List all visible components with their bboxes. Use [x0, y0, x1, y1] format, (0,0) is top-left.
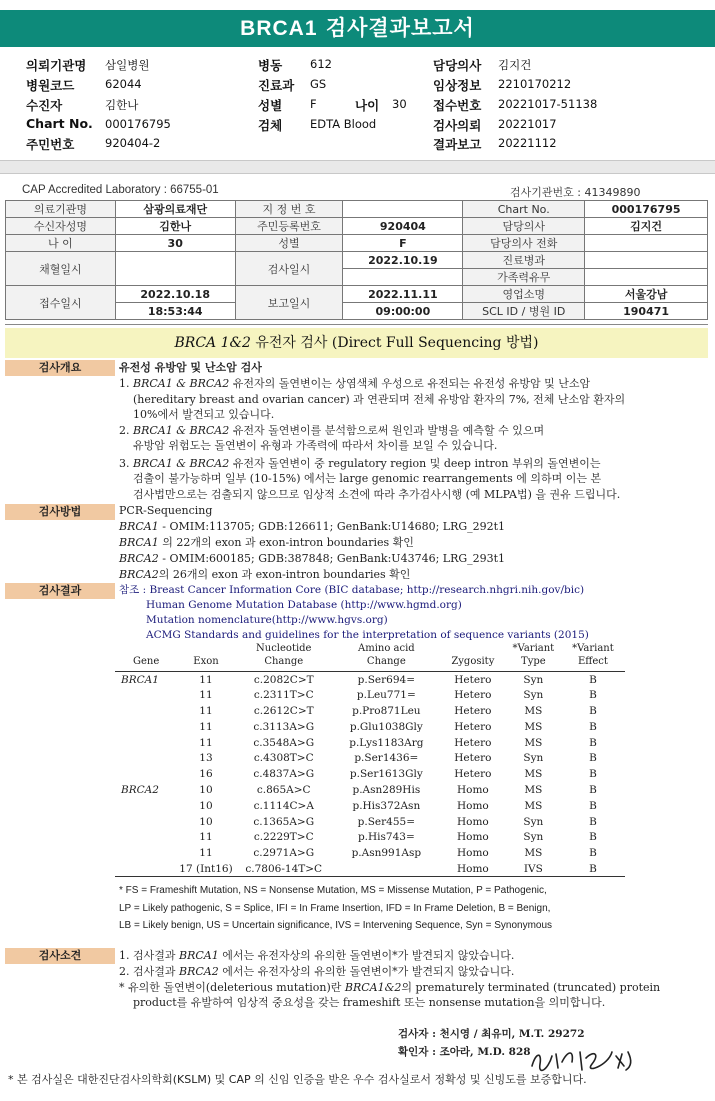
page-title [0, 10, 715, 47]
variant-exon: 11 [199, 847, 213, 860]
variant-type: Syn [523, 752, 544, 765]
summary-info-grid [0, 54, 715, 154]
variant-table-header [115, 642, 625, 672]
receipt-label: 접수번호 [433, 98, 482, 113]
variant-gene [115, 703, 177, 719]
overview-item-3: 3. BRCA1 & BRCA2 유전자 돌연변이 중 regulatory region 및 deep intron 부위의 돌연변이는 [119, 457, 601, 470]
variant-nuc: c.2311T>C [253, 689, 314, 702]
report-title [5, 328, 708, 358]
variant-eff: B [561, 861, 625, 877]
form-value: 2022.10.19 [343, 252, 463, 269]
variant-type: MS [524, 799, 543, 812]
variant-aa: p.Ser694= [357, 673, 415, 686]
form-key: SCL ID / 병원 ID [463, 303, 585, 320]
form-value [343, 201, 463, 218]
ward-value: 612 [310, 57, 332, 71]
method-label: 검사방법 [5, 504, 115, 520]
doctor-label: 담당의사 [433, 58, 482, 73]
form-key: 가족력유무 [463, 269, 585, 286]
variant-gene [115, 814, 177, 830]
table-row [115, 782, 625, 798]
form-key: Chart No. [463, 201, 585, 218]
overview-item-3-line3: 검사법만으로는 검출되지 않으므로 임상적 소견에 따라 추가검사시행 (예 MLPA법) 을 권유 드립니다. [133, 488, 621, 501]
scanned-report [0, 174, 715, 1101]
table-row [115, 687, 625, 703]
variant-exon: 13 [199, 752, 213, 765]
form-key: 담당의사 전화 [463, 235, 585, 252]
form-value: 30 [115, 235, 235, 252]
variant-type: Syn [523, 815, 544, 828]
variant-nuc: c.3113A>G [253, 720, 315, 733]
variant-exon: 17 (Int16) [177, 861, 234, 877]
cap-accreditation: CAP Accredited Laboratory : 66755-01 [22, 184, 219, 196]
variant-nuc: c.2612C>T [253, 704, 314, 717]
form-value: 2022.10.18 [115, 286, 235, 303]
variant-nuc: c.7806-14T>C [235, 861, 333, 877]
specimen-label: 검체 [258, 118, 283, 133]
variant-gene [115, 719, 177, 735]
variant-aa: p.Ser455= [357, 815, 415, 828]
chart-value: 000176795 [105, 117, 171, 131]
variant-type: Syn [523, 831, 544, 844]
page-title-gene: BRCA1 [240, 17, 318, 40]
form-key: 보고일시 [235, 286, 343, 320]
overview-item-3-line2: 검출이 불가능하며 일부 (10-15%) 에서는 large genomic rearrangements 에 의하며 이는 본 [133, 472, 602, 485]
variant-exon: 10 [199, 799, 213, 812]
clinical-value: 2210170212 [498, 77, 572, 91]
variant-exon: 11 [199, 720, 213, 733]
variant-exon: 11 [199, 704, 213, 717]
table-row [115, 766, 625, 782]
certification-note: * 본 검사실은 대한진단검사의학회(KSLM) 및 CAP 의 신임 인증을 받은 우수 검사실로서 정확성 및 신빙도를 보증합니다. [8, 1073, 587, 1086]
report-label: 결과보고 [433, 137, 482, 152]
ssn-label: 주민번호 [26, 137, 75, 152]
variant-zyg: Hetero [454, 689, 492, 702]
form-key: 채혈일시 [6, 252, 116, 286]
form-header-table [5, 200, 708, 320]
report-value: 20221112 [498, 136, 557, 150]
reference-1: 참조 : Breast Cancer Information Core (BIC database; http://research.nhgri.nih.gov/bic) [119, 584, 585, 596]
variant-eff: B [589, 752, 597, 765]
ssn-value: 920404-2 [105, 136, 161, 150]
reference-3: Mutation nomenclature(http://www.hgvs.org) [146, 614, 388, 626]
form-key: 성별 [235, 235, 343, 252]
sex-label: 성별 [258, 98, 283, 113]
age-label: 나이 [355, 98, 380, 113]
form-value: 2022.11.11 [343, 286, 463, 303]
institution-value: 삼일병원 [105, 58, 150, 72]
form-value: 190471 [585, 303, 708, 320]
variant-exon: 11 [199, 673, 213, 686]
opinion-label: 검사소견 [5, 948, 115, 964]
receipt-value: 20221017-51138 [498, 97, 598, 111]
method-line-4: BRCA2의 26개의 exon 과 exon-intron boundaries 확인 [119, 568, 411, 581]
variant-nuc: c.2971A>G [253, 847, 315, 860]
variant-zyg: Hetero [454, 752, 492, 765]
variant-eff: B [589, 799, 597, 812]
variant-eff: B [589, 783, 597, 796]
variant-type: MS [524, 783, 543, 796]
variant-eff: B [589, 704, 597, 717]
form-key: 접수일시 [6, 286, 116, 320]
overview-heading: 유전성 유방암 및 난소암 검사 [119, 361, 262, 374]
hospital-code-value: 62044 [105, 77, 142, 91]
variant-gene [115, 766, 177, 782]
form-value [343, 269, 463, 286]
form-key: 검사일시 [235, 252, 343, 286]
overview-item-2: 2. BRCA1 & BRCA2 유전자 돌연변이를 분석함으로써 원인과 발병을 예측할 수 있으며 [119, 424, 545, 437]
table-row [115, 814, 625, 830]
variant-aa: p.Asn289His [352, 783, 421, 796]
form-key: 담당의사 [463, 218, 585, 235]
overview-item-2-line2: 유방암 위험도는 돌연변이 유형과 가족력에 따라서 차이를 보일 수 있습니다. [133, 439, 498, 452]
variant-zyg: Homo [456, 799, 489, 812]
variant-aa: p.Asn991Asp [351, 847, 422, 860]
variant-eff: B [589, 736, 597, 749]
page-title-text: 검사결과보고서 [317, 16, 475, 40]
form-row [6, 252, 708, 269]
reference-2: Human Genome Mutation Database (http://www.hgmd.org) [146, 599, 462, 611]
form-key: 주민등록번호 [235, 218, 343, 235]
variant-exon: 11 [199, 831, 213, 844]
report-title-genes: BRCA 1&2 [174, 335, 251, 351]
overview-item-1: 1. BRCA1 & BRCA2 유전자의 돌연변이는 상염색체 우성으로 유전되는 유전성 유방암 및 난소암 [119, 377, 591, 390]
col-exon: Exon [177, 642, 234, 672]
form-value: 920404 [343, 218, 463, 235]
form-value: 000176795 [585, 201, 708, 218]
variant-table-body [115, 672, 625, 877]
variant-aa: p.Ser1436= [354, 752, 419, 765]
result-label: 검사결과 [5, 583, 115, 599]
variant-aa: p.Lys1183Arg [349, 736, 424, 749]
form-value: F [343, 235, 463, 252]
variant-type: Syn [523, 689, 544, 702]
table-row [115, 703, 625, 719]
table-row [115, 829, 625, 845]
variant-aa: p.Ser1613Gly [349, 768, 423, 781]
form-value: 09:00:00 [343, 303, 463, 320]
table-row [115, 861, 625, 877]
overview-label: 검사개요 [5, 360, 115, 376]
clinical-label: 임상정보 [433, 78, 482, 93]
method-name: PCR-Sequencing [119, 504, 213, 517]
method-line-3: BRCA2 - OMIM:600185; GDB:387848; GenBank:U43746; LRG_293t1 [119, 552, 506, 565]
form-key: 지 정 번 호 [235, 201, 343, 218]
variant-gene: BRCA2 [121, 783, 159, 796]
institution-number: 검사기관번호 : 41349890 [510, 186, 641, 199]
variant-gene [115, 829, 177, 845]
patient-value: 김한나 [105, 98, 139, 112]
examiner: 검사자 : 천시영 / 최유미, M.T. 29272 [398, 1028, 585, 1040]
variant-eff: B [589, 815, 597, 828]
variant-nuc: c.4308T>C [253, 752, 314, 765]
variant-exon: 11 [199, 689, 213, 702]
variant-eff: B [589, 831, 597, 844]
variant-nuc: c.2229T>C [253, 831, 314, 844]
institution-label: 의뢰기관명 [26, 58, 87, 73]
variant-type: MS [524, 704, 543, 717]
variant-type: MS [524, 768, 543, 781]
request-label: 검사의뢰 [433, 118, 482, 133]
variant-gene [115, 845, 177, 861]
chart-label: Chart No. [26, 116, 93, 131]
col-nucleotide: Nucleotide Change [235, 642, 333, 672]
variant-gene [115, 798, 177, 814]
variant-exon: 16 [199, 768, 213, 781]
reference-4: ACMG Standards and guidelines for the interpretation of sequence variants (2015) [146, 629, 589, 641]
col-zygosity: Zygosity [440, 642, 506, 672]
variant-zyg: Hetero [454, 720, 492, 733]
dept-value: GS [310, 77, 327, 91]
form-row [6, 201, 708, 218]
signature-mark [528, 1044, 638, 1074]
variant-zyg: Homo [456, 815, 489, 828]
opinion-3: * 유의한 돌연변이(deleterious mutation)란 BRCA1&2의 prematurely terminated (truncated) protein [119, 981, 661, 994]
variant-aa: p.Leu771= [356, 689, 416, 702]
opinion-2: 2. 검사결과 BRCA2 에서는 유전자상의 유의한 돌연변이*가 발견되지 않았습니다. [119, 965, 515, 978]
variant-exon: 10 [199, 783, 213, 796]
form-key: 수신자성명 [6, 218, 116, 235]
variant-type: MS [524, 847, 543, 860]
variant-eff: B [589, 847, 597, 860]
doctor-value: 김지건 [498, 58, 532, 72]
variant-zyg: Hetero [454, 704, 492, 717]
method-line-2: BRCA1 의 22개의 exon 과 exon-intron boundaries 확인 [119, 536, 414, 549]
request-value: 20221017 [498, 117, 557, 131]
age-value: 30 [392, 97, 407, 111]
patient-label: 수진자 [26, 98, 63, 113]
legend-line-2: LP = Likely pathogenic, S = Splice, IFI = In Frame Insertion, IFD = In Frame Deletion, B = Benign, [119, 903, 551, 914]
form-row [6, 235, 708, 252]
specimen-value: EDTA Blood [310, 117, 377, 131]
variant-gene [115, 861, 177, 877]
form-key: 의료기관명 [6, 201, 116, 218]
variant-gene [115, 750, 177, 766]
separator-band [0, 160, 715, 174]
variant-eff: B [589, 720, 597, 733]
variant-zyg: Hetero [454, 736, 492, 749]
sex-value: F [310, 97, 317, 111]
variant-nuc: c.2082C>T [253, 673, 314, 686]
variant-nuc: c.1365A>G [253, 815, 315, 828]
form-value [585, 235, 708, 252]
form-row [6, 218, 708, 235]
variant-zyg: Homo [456, 783, 489, 796]
variant-aa [333, 861, 440, 877]
col-variant-effect: *Variant Effect [561, 642, 625, 672]
variant-eff: B [589, 768, 597, 781]
table-row [115, 672, 625, 688]
variant-aa: p.His372Asn [352, 799, 421, 812]
form-value [115, 252, 235, 286]
overview-item-1-line3: 10%에서 발견되고 있습니다. [133, 408, 275, 421]
form-key: 진료병과 [463, 252, 585, 269]
variant-zyg: Homo [456, 831, 489, 844]
table-row [115, 845, 625, 861]
form-value: 김한나 [115, 218, 235, 235]
form-value: 서울강남 [585, 286, 708, 303]
variant-gene [115, 687, 177, 703]
variant-zyg: Homo [456, 847, 489, 860]
variant-gene [115, 735, 177, 751]
opinion-3-line2: product를 유발하여 임상적 중요성을 갖는 frameshift 또는 nonsense mutation을 의미합니다. [133, 996, 606, 1009]
legend-line-1: * FS = Frameshift Mutation, NS = Nonsense Mutation, MS = Missense Mutation, P = Pathogenic, [119, 885, 547, 896]
variant-aa: p.Glu1038Gly [349, 720, 423, 733]
form-value: 18:53:44 [115, 303, 235, 320]
hospital-code-label: 병원코드 [26, 78, 75, 93]
ward-label: 병동 [258, 58, 283, 73]
variant-nuc: c.4837A>G [253, 768, 315, 781]
variant-gene: BRCA1 [121, 673, 159, 686]
form-key: 영업소명 [463, 286, 585, 303]
form-key: 나 이 [6, 235, 116, 252]
variant-type: MS [524, 720, 543, 733]
variant-nuc: c.865A>C [256, 783, 311, 796]
form-value: 삼광의료재단 [115, 201, 235, 218]
table-row [115, 719, 625, 735]
method-line-1: BRCA1 - OMIM:113705; GDB:126611; GenBank:U14680; LRG_292t1 [119, 520, 506, 533]
variant-eff: B [589, 689, 597, 702]
variant-aa: p.His743= [357, 831, 415, 844]
col-variant-type: *Variant Type [506, 642, 561, 672]
overview-item-1-line2: (hereditary breast and ovarian cancer) 과 연관되며 전체 유방암 환자의 7%, 전체 난소암 환자의 [133, 393, 626, 406]
opinion-1: 1. 검사결과 BRCA1 에서는 유전자상의 유의한 돌연변이*가 발견되지 않았습니다. [119, 949, 515, 962]
legend-line-3: LB = Likely benign, US = Uncertain significance, IVS = Intervening Sequence, Syn = Synonymous [119, 920, 553, 931]
table-row [115, 798, 625, 814]
variant-type: Syn [523, 673, 544, 686]
form-value [585, 252, 708, 269]
variant-nuc: c.1114C>A [253, 799, 314, 812]
variant-nuc: c.3548A>G [253, 736, 315, 749]
form-row [6, 286, 708, 303]
variant-aa: p.Pro871Leu [352, 704, 421, 717]
confirmer: 확인자 : 조아라, M.D. 828 [398, 1046, 531, 1058]
variant-type: IVS [506, 861, 561, 877]
variant-type: MS [524, 736, 543, 749]
variant-eff: B [589, 673, 597, 686]
form-value: 김지건 [585, 218, 708, 235]
variant-zyg: Homo [440, 861, 506, 877]
variant-exon: 11 [199, 736, 213, 749]
form-value [585, 269, 708, 286]
variant-zyg: Hetero [454, 768, 492, 781]
variant-exon: 10 [199, 815, 213, 828]
dept-label: 진료과 [258, 78, 295, 93]
variant-table [115, 642, 625, 877]
table-row [115, 750, 625, 766]
table-row [115, 735, 625, 751]
col-amino-acid: Amino acid Change [333, 642, 440, 672]
variant-zyg: Hetero [454, 673, 492, 686]
col-gene: Gene [115, 642, 177, 672]
report-title-text: 유전자 검사 (Direct Full Sequencing 방법) [250, 335, 539, 351]
